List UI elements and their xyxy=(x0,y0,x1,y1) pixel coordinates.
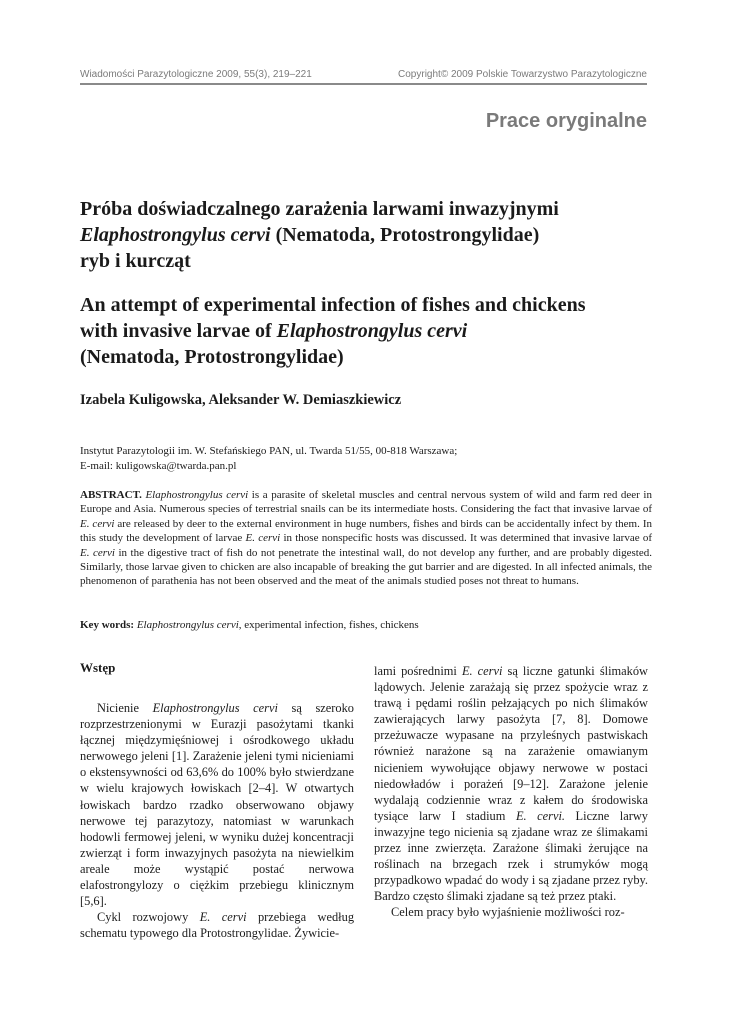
title-polish xyxy=(80,196,655,274)
abstract-species-4: E. cervi xyxy=(80,546,115,559)
section-label: Prace oryginalne xyxy=(485,110,647,132)
paragraph: Celem pracy było wyjaśnienie możliwości roz- xyxy=(391,905,625,920)
body-column-left xyxy=(80,660,354,941)
header-rule xyxy=(80,83,647,85)
title-en-line2: with invasive larvae of xyxy=(80,320,277,342)
title-pl-taxon: (Nematoda, Protostrongylidae) xyxy=(270,224,540,246)
journal-citation: Wiadomości Parazytologiczne 2009, 55(3), 219–221 xyxy=(80,69,312,80)
abstract-species-1: Elaphostrongylus cervi xyxy=(145,489,249,501)
title-pl-line1: Próba doświadczalnego zarażenia larwami inwazyjnymi xyxy=(80,198,559,220)
title-english xyxy=(80,292,655,370)
copyright-notice: Copyright© 2009 Polskie Towarzystwo Parazytologiczne xyxy=(398,69,647,80)
keywords-species: Elaphostrongylus cervi xyxy=(136,619,239,631)
abstract-species-3: E. cervi xyxy=(245,532,281,545)
abstract xyxy=(80,488,652,589)
abstract-label: ABSTRACT. xyxy=(80,489,142,501)
keywords-label: Key words: xyxy=(80,619,135,631)
abstract-text-2: are released by deer to the external environment in huge numbers, fishes and birds can be accidentally infect by them. In this study the development of larvae xyxy=(80,517,652,545)
species-name: E. cervi xyxy=(461,664,503,678)
affiliation-address: Instytut Parazytologii im. W. Stefańskiego PAN, ul. Twarda 51/55, 00-818 Warszawa; xyxy=(80,445,458,457)
running-header xyxy=(80,68,647,82)
abstract-text-4: in the digestive tract of fish do not penetrate the intestinal wall, do not develop any further, and are probably digested. Similarly, those larvae given to chicken are also incapable of breaking the gut barrier and are digested. In all infected animals, the phenomenon of parathenia has not been observed and the meat of the animals studied poses not threat to humans. xyxy=(80,546,652,588)
affiliation-email: E-mail: kuligowska@twarda.pan.pl xyxy=(80,460,237,472)
abstract-text-3: in those nonspecific hosts was discussed. It was determined that invasive larvae of xyxy=(280,532,653,545)
paragraph-text: są liczne gatunki ślimaków lądowych. Jelenie zarażają się przez spożycie wraz z trawą i pędami roślin pełzających po nich ślimaków zawierających larwy pasożyta [7, 8]. Domowe przeżuwacze wypasane na przyleśnych pastwiskach również narażone są na zarażenie omawianym nicieniem wywołujące objawy nerwowe w postaci niedowładów i porażeń [9–12]. Zarażone jelenie wydalają codziennie wraz z kałem do środowiska tysiące larw I stadium xyxy=(374,664,649,823)
paragraph xyxy=(374,663,648,904)
affiliation xyxy=(80,444,650,474)
title-en-line3: (Nematoda, Protostrongylidae) xyxy=(80,346,344,368)
abstract-species-2: E. cervi xyxy=(80,517,115,530)
keywords xyxy=(80,618,652,633)
body-column-right xyxy=(374,663,648,921)
paragraph-text: przebiega według schematu typowego dla Protostrongylidae. Żywicie- xyxy=(80,910,355,941)
paragraph-text: Cykl rozwojowy xyxy=(97,910,200,925)
paragraph-text: lami pośrednimi xyxy=(374,664,462,678)
title-pl-line3: ryb i kurcząt xyxy=(80,250,191,272)
species-name: E. cervi xyxy=(199,910,247,925)
keywords-list: , experimental infection, fishes, chickens xyxy=(238,619,419,631)
paragraph-text: Liczne larwy inwazyjne tego nicienia są zjadane wraz ze ślimakami przez inne zwierzęta. Zarażone ślimaki żerujące na roślinach na brzegach rzek i strumyków mogą przypadkowo wpadać do wody i są zjadane przez ryby. Bardzo często ślimaki zjadane są też przez ptaki. xyxy=(374,808,649,904)
species-name: E. cervi. xyxy=(515,808,566,823)
species-name: Elaphostrongylus cervi xyxy=(152,701,278,715)
authors: Izabela Kuligowska, Aleksander W. Demiaszkiewicz xyxy=(80,392,402,408)
section-heading-introduction: Wstęp xyxy=(80,660,116,675)
abstract-text-1: is a parasite of skeletal muscles and central nervous system of wild and farm red deer in Europe and Asia. Numerous species of terrestrial snails can be its intermediate hosts. Considering the fact that invasive larvae of xyxy=(80,489,652,516)
title-pl-species: Elaphostrongylus cervi xyxy=(80,224,271,246)
paragraph xyxy=(80,700,354,909)
paragraph-text: są szeroko rozprzestrzenionymi w Eurazji pasożytami tkanki łącznej międzymięśniowej i ośrodkowego układu nerwowego jeleni [1]. Zarażenie jeleni tymi nicieniami o ekstensywności od 63,6% do 100% było stwierdzane w wielu krajowych łowiskach [2–4]. W otwartych łowiskach bardzo rzadko obserwowano objawy nerwowe tej parazytozy, natomiast w warunkach hodowli fermowej jeleni, w wyniku dużej koncentracji zwierząt i form inwazyjnych pasożyta na niewielkim areale może wystąpić postać nerwowa elafostrongylozy o ciężkim przebiegu klinicznym [5,6]. xyxy=(80,701,354,909)
title-en-species: Elaphostrongylus cervi xyxy=(276,320,468,342)
paragraph-text: Nicienie xyxy=(97,701,153,715)
paragraph xyxy=(80,909,354,941)
title-en-line1: An attempt of experimental infection of fishes and chickens xyxy=(80,294,586,316)
